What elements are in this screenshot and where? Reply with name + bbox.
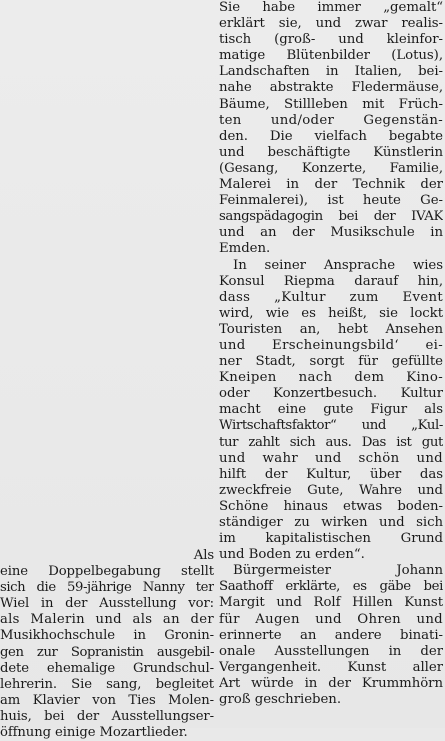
text-line: Kneipen nach dem Kino- — [219, 370, 443, 386]
text-line: wird, wie es heißt, sie lockt — [219, 305, 443, 321]
text-line: als Malerin und als an der — [0, 612, 214, 628]
text-line: und an der Musikschule in — [219, 225, 443, 241]
text-line: Landschaften in Italien, bei- — [219, 64, 443, 80]
text-line: und Boden zu erden“. — [219, 547, 365, 563]
text-line: Touristen an, hebt Ansehen — [219, 321, 443, 337]
text-line: sich die 59-jährige Nanny ter — [0, 580, 214, 596]
text-line: und wahr und schön und — [219, 450, 443, 466]
text-line: Bürgermeister Johann — [233, 563, 443, 579]
text-line: Margit und Rolf Hillen Kunst — [219, 595, 443, 611]
text-line: und beschäftigte Künstlerin — [219, 144, 443, 160]
text-line: oder Konzertbesuch. Kultur — [219, 386, 443, 402]
text-line: erklärt sie, und zwar realis- — [219, 16, 443, 32]
text-line: gen zur Sopranistin ausgebil- — [0, 644, 214, 660]
text-line: Emden. — [219, 241, 271, 257]
text-line: Vergangenheit. Kunst aller — [219, 659, 443, 675]
text-line: Art würde in der Krummhörn — [219, 675, 443, 691]
text-line: eine Doppelbegabung stellt — [0, 564, 214, 580]
text-line: tur zahlt sich aus. Das ist gut — [219, 434, 443, 450]
text-line: dete ehemalige Grundschul- — [0, 660, 214, 676]
text-line: für Augen und Ohren und — [219, 611, 443, 627]
text-line: ständiger zu wirken und sich — [219, 515, 443, 530]
text-line: huis, bei der Ausstellungser- — [0, 708, 214, 724]
text-line: tisch (groß- und kleinfor- — [219, 32, 443, 48]
text-line: Bäume, Stillleben mit Früch- — [219, 96, 443, 112]
text-line: lehrerin. Sie sang, begleitet — [0, 676, 214, 692]
text-line: dass „Kultur zum Event — [219, 289, 443, 305]
text-line: (Gesang, Konzerte, Familie, — [219, 160, 443, 176]
article-column-right — [219, 0, 443, 728]
text-line: Saathoff erklärte, es gäbe bei — [219, 579, 443, 595]
text-line: öffnung einige Mozartlieder. — [0, 725, 188, 741]
text-line: und Erscheinungsbild‘ ei- — [219, 337, 443, 353]
text-line: ten und/oder Gegenstän- — [219, 112, 443, 128]
text-line: hilft der Kultur, über das — [219, 466, 443, 482]
text-line: Feinmalerei), ist heute Ge- — [219, 193, 443, 209]
text-line: den. Die vielfach begabte — [219, 128, 443, 144]
text-line: In seiner Ansprache wies — [233, 257, 443, 273]
text-line: groß geschrieben. — [219, 692, 341, 708]
text-line: onale Ausstellungen in der — [219, 643, 443, 659]
text-line: ner Stadt, sorgt für gefüllte — [219, 354, 443, 370]
text-line: Konsul Riepma darauf hin, — [219, 273, 443, 289]
text-line: Sie habe immer „gemalt“ — [219, 0, 443, 15]
text-line: Wirtschaftsfaktor“ und „Kul- — [219, 418, 443, 434]
text-line: Malerei in der Technik der — [219, 177, 443, 193]
text-line: macht eine gute Figur als — [219, 402, 443, 418]
text-line: matige Blütenbilder (Lotus), — [219, 48, 443, 64]
article-column-left — [0, 548, 214, 741]
text-line: am Klavier von Ties Molen- — [0, 692, 214, 708]
text-line: nahe abstrakte Fledermäuse, — [219, 80, 443, 96]
text-line: im kapitalistischen Grund — [219, 531, 443, 547]
text-line: Als — [193, 548, 214, 563]
text-line: Schöne hinaus etwas boden- — [219, 498, 443, 514]
text-line: zweckfreie Gute, Wahre und — [219, 482, 443, 498]
text-line: erinnerte an andere binati- — [219, 627, 443, 643]
text-line: Wiel in der Ausstellung vor: — [0, 596, 214, 612]
text-line: sangspädagogin bei der IVAK — [219, 209, 443, 225]
text-line: Musikhochschule in Gronin- — [0, 628, 214, 644]
